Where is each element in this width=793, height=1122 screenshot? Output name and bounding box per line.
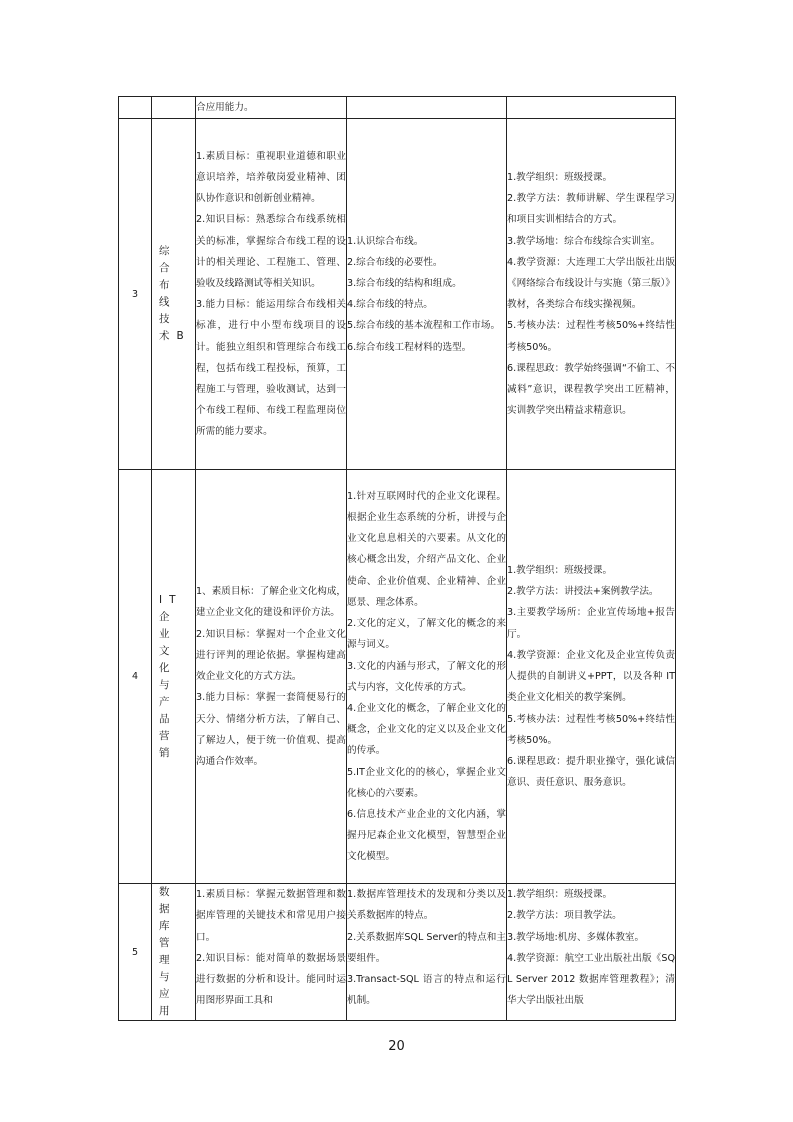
requirement-line: 1.教学组织：班级授课。	[507, 171, 613, 183]
content-line: 3.Transact-SQL 语言的特点和运行机制。	[347, 974, 506, 1007]
content-line: 2.综合布线的必要性。	[347, 256, 443, 268]
course-name-cell	[152, 119, 196, 470]
requirement-line: 4.教学资源：大连理工大学出版社出版《网络综合布线设计与实施（第三版）》教材，各类综合布线实操视频。	[507, 256, 675, 311]
content-line: 3.综合布线的结构和组成。	[347, 278, 462, 289]
table-row	[119, 119, 676, 470]
course-name-cell	[152, 884, 196, 1021]
content-line: 2.关系数据库SQL Server的特点和主要组件。	[347, 931, 506, 964]
course-content	[347, 97, 507, 119]
course-name: 数据库管理与应用	[159, 886, 177, 1018]
content-line: 2.文化的定义，了解文化的概念的来源与词义。	[347, 618, 506, 651]
course-content	[347, 119, 507, 470]
page-number: 20	[388, 1039, 405, 1054]
content-line: 4.综合布线的特点。	[347, 299, 433, 311]
requirement-line: 1.教学组织：班级授课。	[507, 889, 613, 901]
content-line: 1.认识综合布线。	[347, 235, 424, 247]
course-content	[347, 884, 507, 1021]
requirement-line: 3.主要教学场所：企业宣传场地+报告厅。	[507, 607, 675, 640]
course-goals	[196, 119, 347, 470]
course-number	[119, 97, 152, 119]
table-row	[119, 97, 676, 119]
requirement-line: 5.考核办法：过程性考核50%+终结性考核50%。	[507, 713, 675, 746]
requirement-line: 2.教学方法：讲授法+案例教学法。	[507, 586, 659, 598]
table-row	[119, 884, 676, 1021]
requirement-line: 4.教学资源：企业文化及企业宣传负责人提供的自制讲义+PPT，以及各种 IT 类企业文化相关的教学案例。	[507, 649, 675, 704]
goal-line: 2.知识目标：能对简单的数据场景进行数据的分析和设计。能同时运用图形界面工具和	[196, 952, 346, 1007]
course-goals	[196, 470, 347, 884]
content-line: 1.数据库管理技术的发现和分类以及关系数据库的特点。	[347, 889, 506, 922]
content-line: 4.企业文化的概念，了解企业文化的概念，企业文化的定义以及企业文化的传承。	[347, 702, 506, 757]
course-table-body	[119, 97, 676, 1021]
requirement-line: 2.教学方法：项目教学法。	[507, 910, 622, 922]
course-number: 4	[119, 470, 152, 884]
course-goals	[196, 884, 347, 1021]
goal-line: 2.知识目标：掌握对一个企业文化进行评判的理论依据。掌握构建高效企业文化的方式方法。	[196, 628, 346, 683]
goal-line: 1、素质目标：了解企业文化构成，建立企业文化的建设和评价方法。	[196, 586, 347, 619]
requirement-line: 6.课程思政：提升职业操守，强化诚信意识、责任意识、服务意识。	[507, 755, 675, 789]
requirement-line: 3.教学场地:机房、多媒体教室。	[507, 931, 645, 943]
content-line: 5.IT企业文化的的核心，掌握企业文化核心的六要素。	[347, 766, 506, 799]
course-requirements	[507, 884, 676, 1021]
course-requirements	[507, 97, 676, 119]
goal-line: 2.知识目标：熟悉综合布线系统相关的标准，掌握综合布线工程的设计的相关理论、工程施工、管理、验收及线路测试等相关知识。	[196, 214, 346, 289]
goal-line: 1.素质目标：重视职业道德和职业意识培养，培养敬岗爱业精神、团队协作意识和创新创业精神。	[196, 150, 346, 205]
content-line: 3.文化的内涵与形式，了解文化的形式与内容，文化传承的方式。	[347, 660, 506, 693]
goal-line: 合应用能力。	[196, 102, 254, 113]
course-content	[347, 470, 507, 884]
goal-line: 1.素质目标：掌握元数据管理和数据库管理的关键技术和常见用户接口。	[196, 889, 346, 943]
course-requirements	[507, 470, 676, 884]
course-table	[118, 96, 676, 1021]
goal-line: 3.能力目标：能运用综合布线相关标准，进行中小型布线项目的设计。能独立组织和管理综合布线工程，包括布线工程投标，预算，工程施工与管理，验收测试，达到一个布线工程师、布线工程监理岗位所需的能力要求。	[196, 299, 346, 438]
goal-line: 3.能力目标：掌握一套简便易行的天分、情绪分析方法，了解自己、了解边人，便于统一价值观、提高沟通合作效率。	[196, 692, 346, 767]
content-line: 6.信息技术产业企业的文化内涵，掌握丹尼森企业文化模型，智慧型企业文化模型。	[347, 808, 506, 863]
requirement-line: 6.课程思政：教学始终强调“不偷工、不减料”意识，课程教学突出工匠精神，实训教学突出精益求精意识。	[507, 362, 675, 417]
requirement-line: 5.考核办法：过程性考核50%+终结性考核50%。	[507, 320, 675, 353]
course-name-cell	[152, 97, 196, 119]
requirement-line: 2.教学方法：教师讲解、学生课程学习和项目实训相结合的方式。	[507, 193, 675, 226]
course-name-cell	[152, 470, 196, 884]
course-name: IT企业文化与产品营销	[159, 593, 183, 759]
content-line: 5.综合布线的基本流程和工作市场。	[347, 320, 501, 332]
requirement-line: 1.教学组织：班级授课。	[507, 565, 613, 577]
course-name: 综合布线技术B	[159, 245, 191, 343]
requirement-line: 4.教学资源：航空工业出版社出版《SQL Server 2012 数据库管理教程》；清华大学出版社出版	[507, 952, 675, 1007]
course-number: 3	[119, 119, 152, 470]
course-goals	[196, 97, 347, 119]
table-row	[119, 470, 676, 884]
requirement-line: 3.教学场地：综合布线综合实训室。	[507, 235, 661, 247]
course-number: 5	[119, 884, 152, 1021]
course-requirements	[507, 119, 676, 470]
content-line: 1.针对互联网时代的企业文化课程。根据企业生态系统的分析，讲授与企业文化息息相关的六要素。从文化的核心概念出发，介绍产品文化、企业使命、企业价值观、企业精神、企业愿景、理念体系。	[347, 490, 506, 608]
content-line: 6.综合布线工程材料的选型。	[347, 341, 472, 353]
